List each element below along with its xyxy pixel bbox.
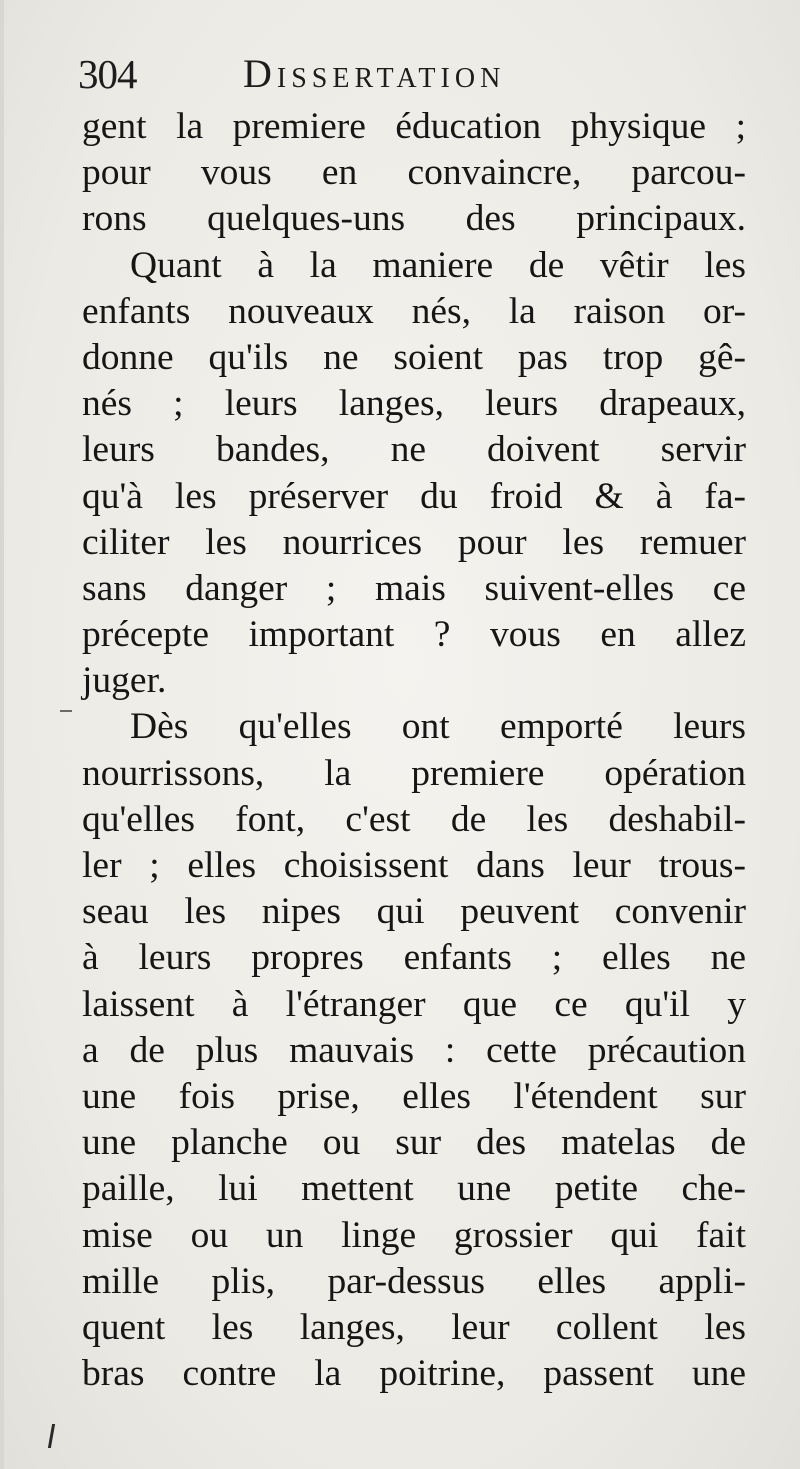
paragraph-start-line: Quant à la maniere de vêtir les [130, 244, 746, 286]
text-line: rons quelques-uns des principaux. [82, 198, 746, 240]
text-line: mise ou un linge grossier qui fait [82, 1214, 746, 1256]
paragraph-start-line: Dès qu'elles ont emporté leurs [130, 706, 746, 748]
running-title: Dissertation [243, 51, 506, 96]
text-line: seau les nipes qui peuvent convenir [82, 891, 746, 933]
text-line: bras contre la poitrine, passent une [82, 1353, 746, 1395]
text-line: gent la premiere éducation physique ; [82, 106, 746, 147]
text-line: leurs bandes, ne doivent servir [82, 429, 746, 471]
text-line: laissent à l'étranger que ce qu'il y [82, 983, 746, 1025]
text-line: qu'elles font, c'est de les deshabil- [82, 798, 746, 840]
margin-mark [60, 710, 72, 712]
text-line: une planche ou sur des matelas de [82, 1122, 746, 1164]
text-line: mille plis, par-dessus elles appli- [82, 1260, 746, 1302]
page-number: 304 [78, 51, 137, 97]
text-line: nourrissons, la premiere opération [82, 752, 746, 794]
text-line: sans danger ; mais suivent-elles ce [82, 567, 746, 609]
text-line: une fois prise, elles l'étendent sur [82, 1075, 746, 1117]
body-text [82, 104, 746, 1397]
text-line: nés ; leurs langes, leurs drapeaux, [82, 383, 746, 425]
text-line: pour vous en convaincre, parcou- [82, 152, 746, 194]
running-head [78, 42, 758, 102]
text-line: donne qu'ils ne soient pas trop gê- [82, 336, 746, 378]
text-line: paille, lui mettent une petite che- [82, 1168, 746, 1210]
text-line: enfants nouveaux nés, la raison or- [82, 290, 746, 332]
text-line: à leurs propres enfants ; elles ne [82, 937, 746, 979]
text-line: qu'à les préserver du froid & à fa- [82, 475, 746, 517]
margin-pen-mark [48, 1424, 55, 1448]
paragraph-end-line: juger. [82, 660, 167, 702]
text-line: ciliter les nourrices pour les remuer [82, 521, 746, 563]
text-line: précepte important ? vous en allez [82, 614, 746, 656]
text-line: quent les langes, leur collent les [82, 1306, 746, 1348]
text-line: ler ; elles choisissent dans leur trous- [82, 845, 746, 886]
text-line: a de plus mauvais : cette précaution [82, 1029, 746, 1071]
